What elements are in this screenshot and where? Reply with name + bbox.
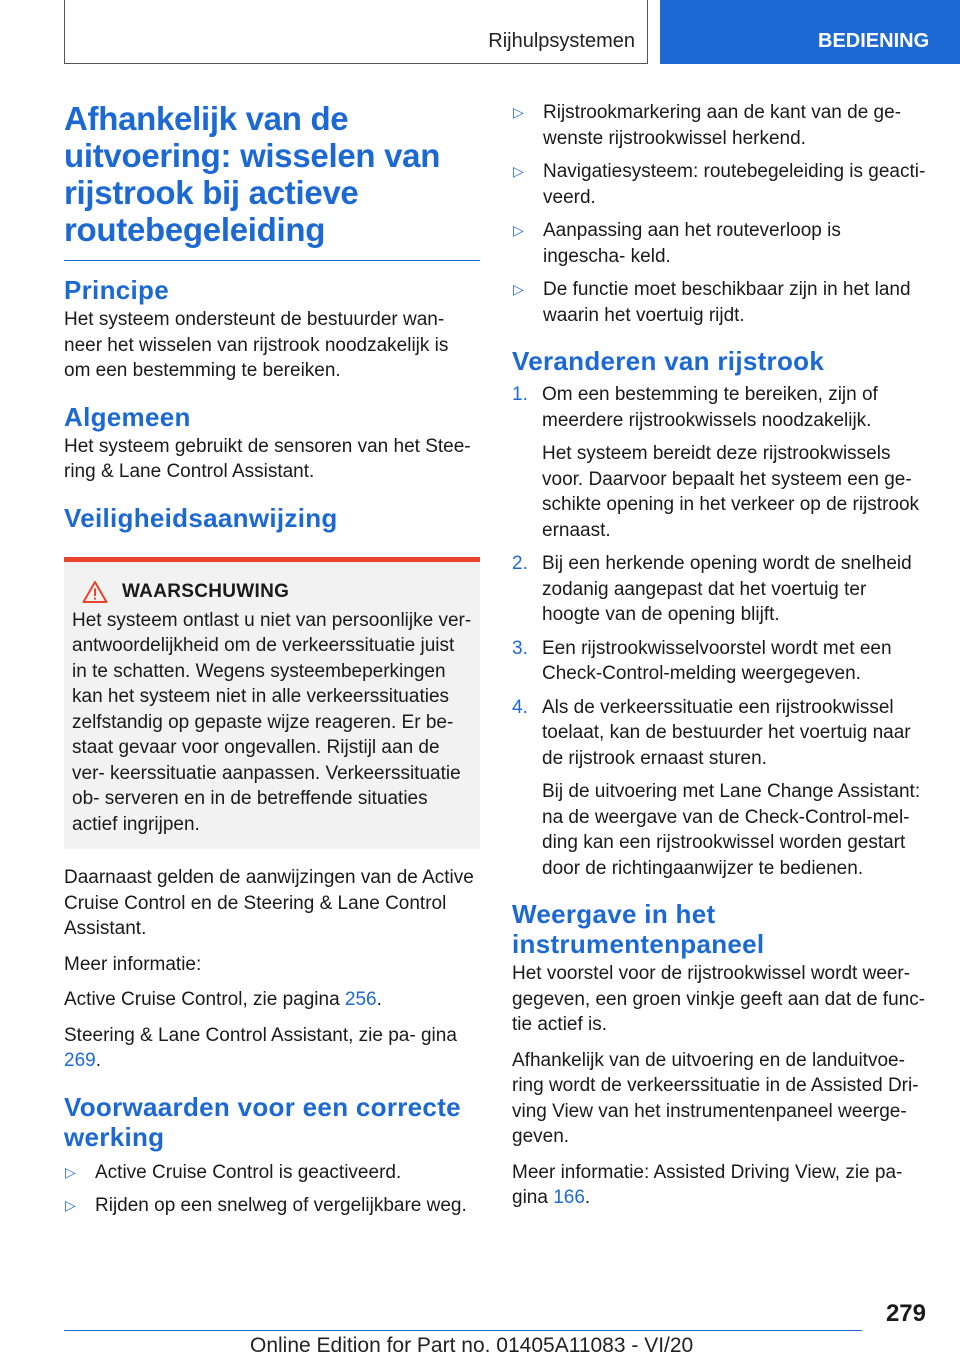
- warning-label: WAARSCHUWING: [122, 580, 290, 602]
- triangle-bullet-icon: ▷: [65, 1197, 76, 1213]
- voorwaarden-heading: Voorwaarden voor een correcte werking: [64, 1091, 461, 1152]
- step-number: 2.: [512, 553, 528, 574]
- triangle-bullet-icon: ▷: [65, 1163, 76, 1180]
- chapter-tab-label: BEDIENING: [818, 30, 930, 52]
- page-title: Afhankelijk van de uitvoering: wisselen van rijstrook bij actieve routebegeleiding: [64, 100, 441, 248]
- footer-divider: [64, 1330, 862, 1331]
- weergave-text-2: Afhankelijk van de uitvoering en de landuitvoe- ring wordt de verkeerssituatie in de Assisted Dri- ving View van het instrumentenpaneel weerge- geven.: [512, 1049, 919, 1147]
- voorwaarden-list-continued: [512, 100, 926, 328]
- weergave-text-1: Het voorstel voor de rijstrookwissel wordt weer- gegeven, een groen vinkje geeft aan dat de func- tie actief is.: [512, 963, 926, 1035]
- meer-info-label: Meer informatie:: [64, 953, 202, 975]
- step-item: 3. Een rijstrookwisselvoorstel wordt met een Check-Control-melding weergegeven.: [512, 636, 926, 687]
- title-divider: [64, 260, 480, 261]
- warning-text: Het systeem ontlast u niet van persoonlijke ver- antwoordelijkheid om de verkeerssituatie juist in te schatten. Wegens systeembeperkingen kan het systeem niet in alle verkeerssituaties zelfstandig op gepaste wijze reageren. Er be- staat gevaar voor ongevallen. Rijstijl aan de ver- keerssituatie aanpassen. Verkeerssituatie ob- serveren en in de betreffende situaties actief ingrijpen.: [72, 609, 472, 835]
- triangle-bullet-icon: ▷: [513, 104, 524, 120]
- list-item: ▷ Active Cruise Control is geactiveerd.: [64, 1160, 480, 1186]
- daarnaast-text: Daarnaast gelden de aanwijzingen van de Active Cruise Control en de Steering & Lane Control Assistant.: [64, 867, 474, 939]
- list-item: ▷ Navigatiesysteem: routebegeleiding is geacti- veerd.: [512, 159, 926, 210]
- list-item: ▷ Rijstrookmarkering aan de kant van de ge- wenste rijstrookwissel herkend.: [512, 100, 926, 151]
- page-number: 279: [885, 1300, 926, 1327]
- warning-title: [72, 580, 472, 604]
- list-item: ▷ De functie moet beschikbaar zijn in het land waarin het voertuig rijdt.: [512, 277, 926, 328]
- step-number: 1.: [512, 384, 528, 405]
- header-box: [64, 0, 648, 64]
- page-link-269[interactable]: 269: [64, 1050, 96, 1071]
- weergave-heading: Weergave in het instrumentenpaneel: [512, 899, 765, 959]
- step-number: 3.: [512, 637, 528, 659]
- voorwaarden-list: [64, 1160, 480, 1219]
- footer-edition: Online Edition for Part no. 01405A11083 - VI/20: [250, 1334, 694, 1357]
- step-number: 4.: [512, 696, 528, 718]
- algemeen-heading: Algemeen: [64, 401, 191, 432]
- page-link-166[interactable]: 166: [553, 1187, 585, 1208]
- principe-text: Het systeem ondersteunt de bestuurder wan- neer het wisselen van rijstrook noodzakelijk is om een bestemming te bereiken.: [64, 309, 449, 381]
- warning-box: [64, 557, 480, 850]
- steps-list: [512, 382, 926, 881]
- section-title: Rijhulpsystemen: [488, 30, 635, 52]
- step-item: 2. Bij een herkende opening wordt de snelheid zodanig aangepast dat het voertuig ter hoogte van de opening blijft.: [512, 551, 926, 628]
- triangle-bullet-icon: ▷: [513, 163, 524, 179]
- step-item: 1. Om een bestemming te bereiken, zijn of meerdere rijstrookwissels noodzakelijk. Het systeem bereidt deze rijstrookwissels voor. Daarvoor bepaalt het systeem een ge- schikte opening in het verkeer op de rijstrook ernaast.: [512, 382, 926, 543]
- list-item: ▷ Aanpassing aan het routeverloop is ingescha- keld.: [512, 218, 926, 269]
- triangle-bullet-icon: ▷: [513, 281, 524, 297]
- warning-triangle-icon: [82, 580, 108, 604]
- reference-assisted-driving: Meer informatie: Assisted Driving View, zie pa- gina 166.: [512, 1161, 903, 1208]
- algemeen-text: Het systeem gebruikt de sensoren van het Stee- ring & Lane Control Assistant.: [64, 435, 471, 482]
- reference-acc: Active Cruise Control, zie pagina 256.: [64, 989, 382, 1010]
- list-item: ▷ Rijden op een snelweg of vergelijkbare weg.: [64, 1193, 480, 1219]
- triangle-bullet-icon: ▷: [513, 222, 524, 238]
- reference-steering: Steering & Lane Control Assistant, zie pa- gina 269.: [64, 1024, 457, 1071]
- left-column: [64, 100, 480, 1227]
- page-link-256[interactable]: 256: [344, 989, 377, 1010]
- step-item: 4. Als de verkeerssituatie een rijstrookwissel toelaat, kan de bestuurder het voertuig naar de rijstrook ernaast sturen. Bij de uitvoering met Lane Change Assistant: na de weergave van de Check-Control-mel- ding kan een rijstrookwissel worden gestart door de richtingaanwijzer te bedienen.: [512, 695, 926, 882]
- chapter-tab: [660, 0, 960, 64]
- right-column: [512, 100, 926, 1221]
- veranderen-heading: Veranderen van rijstrook: [512, 346, 825, 376]
- principe-heading: Principe: [64, 275, 169, 305]
- veiligheid-heading: Veiligheidsaanwijzing: [64, 502, 338, 533]
